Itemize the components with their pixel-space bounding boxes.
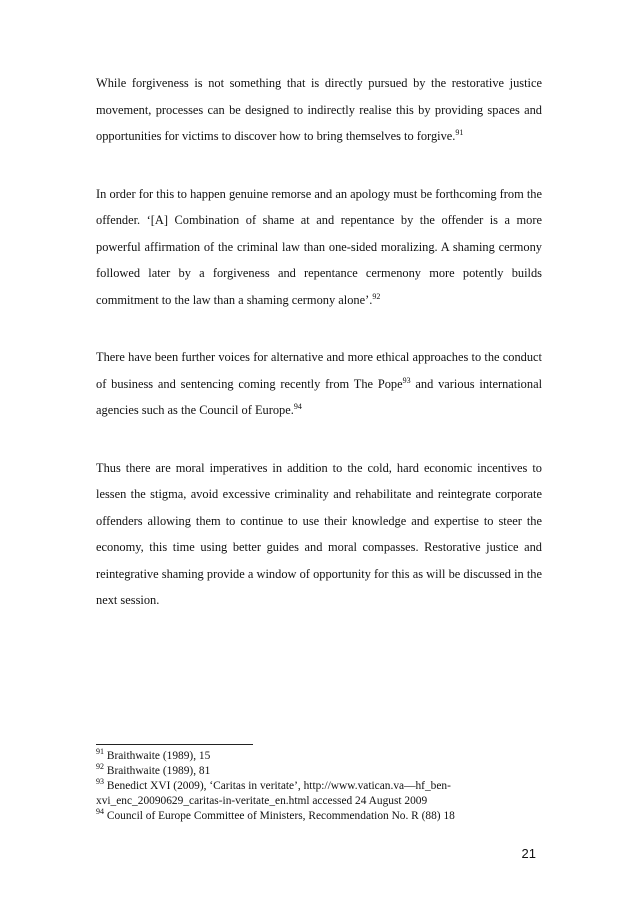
paragraph-text: and various international agencies such as the Council of Europe. [96, 376, 543, 417]
page-number: 21 [521, 846, 536, 861]
footnote-number: 94 [96, 807, 104, 817]
footnotes-section [96, 744, 542, 824]
footnote-91 [96, 749, 542, 764]
footnote-ref-91[interactable]: 91 [455, 127, 464, 137]
footnote-ref-92[interactable]: 92 [372, 291, 381, 301]
paragraph-moral-imperatives [96, 455, 542, 614]
footnote-93 [96, 779, 542, 809]
footnote-text: Benedict XVI (2009), ‘Caritas in veritate’, http://www.vatican.va—hf_ben-xvi_enc_20090629_caritas-in-veritate_en.html accessed 24 August 2009 [96, 780, 451, 807]
paragraph-text: There have been further voices for alternative and more ethical approaches to the conduct of business and sentencing coming recently from The Pope [96, 350, 542, 391]
footnote-ref-93[interactable]: 93 [402, 375, 411, 385]
footnote-number: 92 [96, 762, 104, 772]
body-text [96, 70, 542, 645]
footnote-number: 91 [96, 747, 104, 757]
footnote-number: 93 [96, 777, 104, 787]
paragraph-text: While forgiveness is not something that is directly pursued by the restorative justice movement, processes can be designed to indirectly realise this by providing spaces and opportunities for victims to discover how to bring themselves to forgive. [96, 76, 542, 143]
footnote-92 [96, 764, 542, 779]
paragraph-text: Thus there are moral imperatives in addition to the cold, hard economic incentives to lessen the stigma, avoid excessive criminality and rehabilitate and reintegrate corporate offenders allowing them to continue to use their knowledge and expertise to steer the economy, this time using better guides and moral compasses. Restorative justice and reintegrative shaming provide a window of opportunity for this as will be discussed in the next session. [96, 460, 542, 607]
paragraph-forgiveness [96, 70, 542, 150]
paragraph-further-voices [96, 344, 542, 424]
footnote-ref-94[interactable]: 94 [293, 401, 302, 411]
paragraph-text: In order for this to happen genuine remorse and an apology must be forthcoming from the offender. ‘[A] Combination of shame at and repentance by the offender is a more powerful affirmation of the criminal law than one-sided moralizing. A shaming cermony followed later by a forgiveness and repentance cermenony more potently builds commitment to the law than a shaming cermony alone’. [96, 186, 542, 307]
footnote-text: Braithwaite (1989), 81 [104, 765, 211, 777]
footnote-divider [96, 744, 253, 745]
paragraph-remorse [96, 181, 542, 314]
footnote-94 [96, 809, 542, 824]
footnote-text: Council of Europe Committee of Ministers, Recommendation No. R (88) 18 [104, 810, 455, 822]
footnote-text: Braithwaite (1989), 15 [104, 750, 211, 762]
